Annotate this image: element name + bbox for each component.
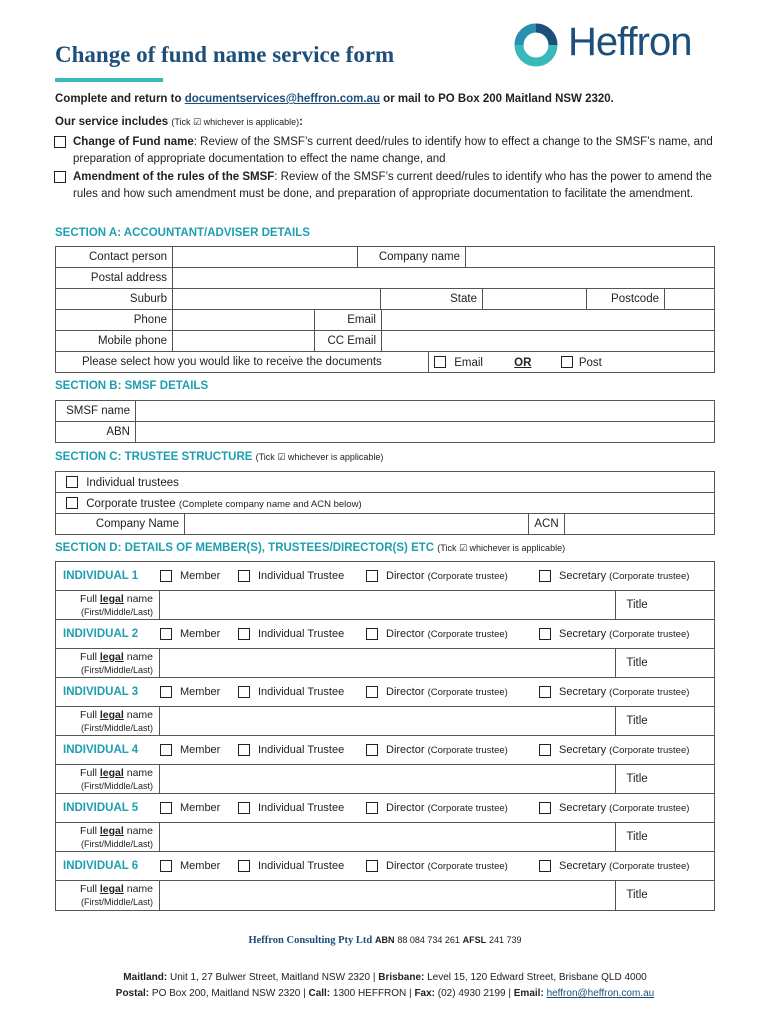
member-label: Member	[180, 686, 221, 698]
name-sub-label: (First/Middle/Last)	[80, 839, 153, 849]
title-label: Title	[626, 773, 648, 785]
full-word: Full	[80, 825, 100, 837]
director-label: Director	[386, 860, 425, 872]
secretary-label: Secretary	[559, 744, 607, 756]
role-director	[366, 802, 539, 814]
mobile-phone-input[interactable]	[173, 331, 315, 352]
corporate-trustee-note: (Complete company name and ACN below)	[178, 498, 362, 510]
role-director	[366, 860, 539, 872]
title-input[interactable]	[658, 649, 714, 677]
role-secretary	[539, 570, 689, 582]
secretary-label: Secretary	[559, 570, 607, 582]
member-checkbox[interactable]	[160, 802, 172, 814]
secretary-label: Secretary	[559, 686, 607, 698]
secretary-checkbox[interactable]	[539, 744, 551, 756]
footer-fax: (02) 4930 2199 |	[435, 988, 514, 999]
full-word: Full	[80, 767, 100, 779]
section-a-table-6	[55, 351, 715, 373]
contact-person-label: Contact person	[56, 247, 173, 268]
intro-email-link[interactable]: documentservices@heffron.com.au	[184, 93, 380, 105]
corporate-trustee-row	[56, 493, 715, 514]
corporate-trustee-checkbox[interactable]	[66, 497, 78, 509]
full-legal-name-input[interactable]	[160, 765, 616, 793]
service-item-text: : Review of the SMSF’s current deed/rules to identify who has the power to amend the rules and how such amendment must be done, and preparation of appropriate documentation to facilitate the amendment.	[73, 171, 712, 200]
role-secretary	[539, 860, 689, 872]
legal-word: legal	[99, 825, 124, 837]
legal-word: legal	[99, 883, 124, 895]
footer-call-label: Call:	[308, 988, 331, 999]
secretary-checkbox[interactable]	[539, 802, 551, 814]
services-colon: :	[299, 116, 303, 128]
email-label: Email	[315, 310, 382, 331]
role-individual-trustee	[238, 686, 366, 698]
member-label: Member	[180, 802, 221, 814]
full-legal-name-label	[56, 765, 160, 793]
individual-trustee-checkbox[interactable]	[238, 802, 250, 814]
individual-trustee-checkbox[interactable]	[238, 744, 250, 756]
director-checkbox[interactable]	[366, 744, 378, 756]
postal-address-input[interactable]	[173, 268, 715, 289]
secretary-note: (Corporate trustee)	[609, 628, 690, 640]
name-sub-label: (First/Middle/Last)	[80, 781, 153, 791]
member-checkbox[interactable]	[160, 686, 172, 698]
suburb-label: Suburb	[56, 289, 173, 310]
form-title: Change of fund name service form	[55, 42, 395, 67]
footer-abn: 88 084 734 261	[397, 935, 460, 945]
director-note: (Corporate trustee)	[427, 744, 508, 756]
suburb-input[interactable]	[173, 289, 381, 310]
footer-postal: PO Box 200, Maitland NSW 2320 |	[149, 988, 309, 999]
title-label: Title	[626, 715, 648, 727]
role-director	[366, 628, 539, 640]
individual-name-row	[56, 591, 714, 620]
director-checkbox[interactable]	[366, 686, 378, 698]
role-member	[160, 802, 238, 814]
director-label: Director	[386, 570, 425, 582]
member-label: Member	[180, 570, 221, 582]
role-member	[160, 860, 238, 872]
individual-role-row	[56, 620, 714, 649]
title-input[interactable]	[658, 823, 714, 851]
service-checkbox-change-name[interactable]	[54, 136, 66, 148]
cc-email-label: CC Email	[315, 331, 382, 352]
member-checkbox[interactable]	[160, 570, 172, 582]
role-director	[366, 570, 539, 582]
individual-role-row	[56, 678, 714, 707]
full-legal-name-input[interactable]	[160, 707, 616, 735]
secretary-note: (Corporate trustee)	[609, 802, 690, 814]
legal-word: legal	[99, 593, 124, 605]
name-sub-label: (First/Middle/Last)	[80, 607, 153, 617]
company-name-input-c[interactable]	[185, 514, 529, 535]
individual-trustee-label: Individual Trustee	[258, 628, 345, 640]
individual-name-row	[56, 881, 714, 910]
title-label: Title	[626, 599, 648, 611]
intro-prefix: Complete and return to	[55, 93, 185, 105]
services-heading-text: Our service includes	[55, 116, 169, 128]
individual-trustee-label: Individual Trustee	[258, 860, 345, 872]
secretary-checkbox[interactable]	[539, 570, 551, 582]
footer-afsl: 241 739	[488, 935, 522, 945]
director-label: Director	[386, 686, 425, 698]
full-word: Full	[80, 593, 100, 605]
director-note: (Corporate trustee)	[427, 802, 508, 814]
director-note: (Corporate trustee)	[427, 628, 508, 640]
secretary-label: Secretary	[559, 860, 607, 872]
title-underline	[55, 78, 163, 82]
name-sub-label: (First/Middle/Last)	[80, 897, 153, 907]
title-input[interactable]	[658, 591, 714, 619]
secretary-note: (Corporate trustee)	[609, 860, 690, 872]
individual-name-row	[56, 707, 714, 736]
role-individual-trustee	[238, 744, 366, 756]
legal-word: legal	[99, 767, 124, 779]
secretary-checkbox[interactable]	[539, 628, 551, 640]
individual-trustee-label: Individual Trustee	[258, 686, 345, 698]
member-label: Member	[180, 860, 221, 872]
full-legal-name-input[interactable]	[160, 591, 616, 619]
footer-abn-label: ABN	[375, 935, 395, 945]
footer-brisbane-label: Brisbane:	[378, 972, 425, 983]
footer-company-name: Heffron Consulting Pty Ltd	[248, 935, 373, 946]
receive-options	[429, 352, 715, 373]
legal-word: legal	[99, 709, 124, 721]
role-director	[366, 744, 539, 756]
services-heading	[55, 116, 303, 128]
section-b-table	[55, 400, 715, 443]
secretary-checkbox[interactable]	[539, 860, 551, 872]
director-note: (Corporate trustee)	[427, 570, 508, 582]
individual-trustee-label: Individual Trustee	[258, 744, 345, 756]
section-d-heading-text: SECTION D: DETAILS OF MEMBER(S), TRUSTEES/DIRECTOR(S) ETC	[55, 542, 435, 554]
individual-role-row	[56, 562, 714, 591]
phone-input[interactable]	[173, 310, 315, 331]
director-label: Director	[386, 628, 425, 640]
smsf-name-label: SMSF name	[56, 401, 136, 422]
footer-call: 1300 HEFFRON |	[330, 988, 415, 999]
full-legal-name-label	[56, 591, 160, 619]
individual-trustee-checkbox[interactable]	[238, 686, 250, 698]
acn-label: ACN	[529, 514, 565, 535]
title-label: Title	[626, 831, 648, 843]
footer-email-label: Email:	[513, 988, 544, 999]
director-label: Director	[386, 744, 425, 756]
individual-label: INDIVIDUAL 1	[63, 570, 139, 582]
service-item-bold: Change of Fund name	[73, 136, 194, 148]
role-member	[160, 744, 238, 756]
footer-brisbane: Level 15, 120 Edward Street, Brisbane QLD 4000	[424, 972, 647, 983]
role-individual-trustee	[238, 802, 366, 814]
full-legal-name-label	[56, 707, 160, 735]
footer-maitland: Unit 1, 27 Bulwer Street, Maitland NSW 2320 |	[167, 972, 379, 983]
title-input[interactable]	[658, 881, 714, 910]
role-secretary	[539, 686, 689, 698]
section-d-heading	[55, 542, 565, 554]
footer-contact	[0, 970, 770, 1002]
section-c-heading	[55, 451, 383, 463]
company-name-label-c: Company Name	[56, 514, 185, 535]
role-member	[160, 570, 238, 582]
section-a-table	[55, 246, 715, 268]
footer-postal-label: Postal:	[115, 988, 150, 999]
footer-fax-label: Fax:	[414, 988, 435, 999]
section-c-table	[55, 471, 715, 535]
role-secretary	[539, 802, 689, 814]
role-director	[366, 686, 539, 698]
individual-name-row	[56, 649, 714, 678]
title-label: Title	[626, 889, 648, 901]
section-d-note: (Tick ☑ whichever is applicable)	[437, 543, 566, 553]
acn-input[interactable]	[565, 514, 715, 535]
individual-trustee-checkbox[interactable]	[238, 570, 250, 582]
individual-label: INDIVIDUAL 5	[63, 802, 139, 814]
full-legal-name-input[interactable]	[160, 823, 616, 851]
secretary-note: (Corporate trustee)	[609, 744, 690, 756]
full-legal-name-input[interactable]	[160, 649, 616, 677]
receive-email-checkbox[interactable]	[434, 356, 446, 368]
full-word: Full	[80, 709, 100, 721]
full-word: Full	[80, 883, 100, 895]
individual-trustee-checkbox[interactable]	[238, 860, 250, 872]
role-individual-trustee	[238, 570, 366, 582]
full-legal-name-input[interactable]	[160, 881, 616, 910]
full-word: Full	[80, 651, 100, 663]
intro-suffix: or mail to PO Box 200 Maitland NSW 2320.	[379, 93, 614, 105]
corporate-trustee-label: Corporate trustee	[86, 497, 176, 510]
director-label: Director	[386, 802, 425, 814]
individual-trustees-row	[56, 472, 715, 493]
role-individual-trustee	[238, 628, 366, 640]
receive-post-checkbox[interactable]	[561, 356, 573, 368]
role-member	[160, 686, 238, 698]
name-word: name	[123, 593, 153, 605]
service-item-text: : Review of the SMSF’s current deed/rules to identify how to effect a change to the SMSF’s name, and preparation of appropriate documentation to effect the name change, and	[73, 136, 713, 165]
individual-name-row	[56, 765, 714, 794]
name-sub-label: (First/Middle/Last)	[80, 723, 153, 733]
section-c-heading-text: SECTION C: TRUSTEE STRUCTURE	[55, 451, 253, 463]
name-word: name	[123, 883, 153, 895]
section-b-heading: SECTION B: SMSF DETAILS	[55, 380, 209, 392]
full-legal-name-label	[56, 649, 160, 677]
abn-label: ABN	[56, 422, 136, 443]
individual-label: INDIVIDUAL 6	[63, 860, 139, 872]
individual-label: INDIVIDUAL 3	[63, 686, 139, 698]
footer-email-link[interactable]: heffron@heffron.com.au	[546, 988, 655, 999]
individual-role-row	[56, 794, 714, 823]
member-checkbox[interactable]	[160, 628, 172, 640]
state-input[interactable]	[483, 289, 587, 310]
role-individual-trustee	[238, 860, 366, 872]
secretary-note: (Corporate trustee)	[609, 686, 690, 698]
postal-address-label: Postal address	[56, 268, 173, 289]
individual-role-row	[56, 852, 714, 881]
name-word: name	[123, 767, 153, 779]
member-label: Member	[180, 744, 221, 756]
mobile-phone-label: Mobile phone	[56, 331, 173, 352]
footer-company	[0, 935, 770, 946]
state-label: State	[381, 289, 483, 310]
individual-label: INDIVIDUAL 4	[63, 744, 139, 756]
name-word: name	[123, 651, 153, 663]
section-a-table-4	[55, 309, 715, 331]
director-checkbox[interactable]	[366, 628, 378, 640]
individual-trustee-label: Individual Trustee	[258, 802, 345, 814]
title-input[interactable]	[658, 765, 714, 793]
or-label: OR	[514, 356, 532, 369]
member-checkbox[interactable]	[160, 860, 172, 872]
name-word: name	[123, 825, 153, 837]
secretary-note: (Corporate trustee)	[609, 570, 690, 582]
intro-text	[55, 93, 614, 105]
full-legal-name-label	[56, 823, 160, 851]
company-name-input[interactable]	[466, 247, 715, 268]
footer-maitland-label: Maitland:	[123, 972, 168, 983]
contact-person-input[interactable]	[173, 247, 358, 268]
individual-trustee-checkbox[interactable]	[238, 628, 250, 640]
role-member	[160, 628, 238, 640]
service-item-bold: Amendment of the rules of the SMSF	[73, 171, 275, 183]
individual-trustees-label: Individual trustees	[86, 476, 179, 489]
individual-label: INDIVIDUAL 2	[63, 628, 139, 640]
email-input[interactable]	[382, 310, 715, 331]
name-sub-label: (First/Middle/Last)	[80, 665, 153, 675]
secretary-checkbox[interactable]	[539, 686, 551, 698]
section-a-table-5	[55, 330, 715, 352]
section-a-table-3	[55, 288, 715, 310]
phone-label: Phone	[56, 310, 173, 331]
name-word: name	[123, 709, 153, 721]
service-item-amendment	[54, 169, 719, 203]
section-c-note: (Tick ☑ whichever is applicable)	[255, 452, 384, 462]
director-checkbox[interactable]	[366, 802, 378, 814]
receive-post-label: Post	[578, 356, 602, 369]
individual-name-row	[56, 823, 714, 852]
company-name-label: Company name	[358, 247, 466, 268]
secretary-label: Secretary	[559, 802, 607, 814]
postcode-label: Postcode	[587, 289, 665, 310]
director-note: (Corporate trustee)	[427, 686, 508, 698]
logo-text: Heffron	[568, 20, 692, 64]
individual-role-row	[56, 736, 714, 765]
individual-trustees-checkbox[interactable]	[66, 476, 78, 488]
service-item-change-name	[54, 134, 719, 168]
member-checkbox[interactable]	[160, 744, 172, 756]
postcode-input[interactable]	[665, 289, 715, 310]
role-secretary	[539, 744, 689, 756]
director-checkbox[interactable]	[366, 860, 378, 872]
receive-prompt: Please select how you would like to receive the documents	[56, 352, 429, 373]
cc-email-input[interactable]	[382, 331, 715, 352]
smsf-name-input[interactable]	[136, 401, 715, 422]
role-secretary	[539, 628, 689, 640]
footer-afsl-label: AFSL	[462, 935, 487, 945]
legal-word: legal	[99, 651, 124, 663]
full-legal-name-label	[56, 881, 160, 910]
section-a-heading: SECTION A: ACCOUNTANT/ADVISER DETAILS	[55, 227, 310, 239]
individuals-table	[55, 561, 715, 911]
individual-trustee-label: Individual Trustee	[258, 570, 345, 582]
secretary-label: Secretary	[559, 628, 607, 640]
abn-input[interactable]	[136, 422, 715, 443]
director-checkbox[interactable]	[366, 570, 378, 582]
services-note: (Tick ☑ whichever is applicable)	[171, 117, 300, 127]
section-a-table-2	[55, 267, 715, 289]
member-label: Member	[180, 628, 221, 640]
title-label: Title	[626, 657, 648, 669]
service-checkbox-amendment[interactable]	[54, 171, 66, 183]
title-input[interactable]	[658, 707, 714, 735]
receive-email-label: Email	[454, 356, 483, 369]
director-note: (Corporate trustee)	[427, 860, 508, 872]
